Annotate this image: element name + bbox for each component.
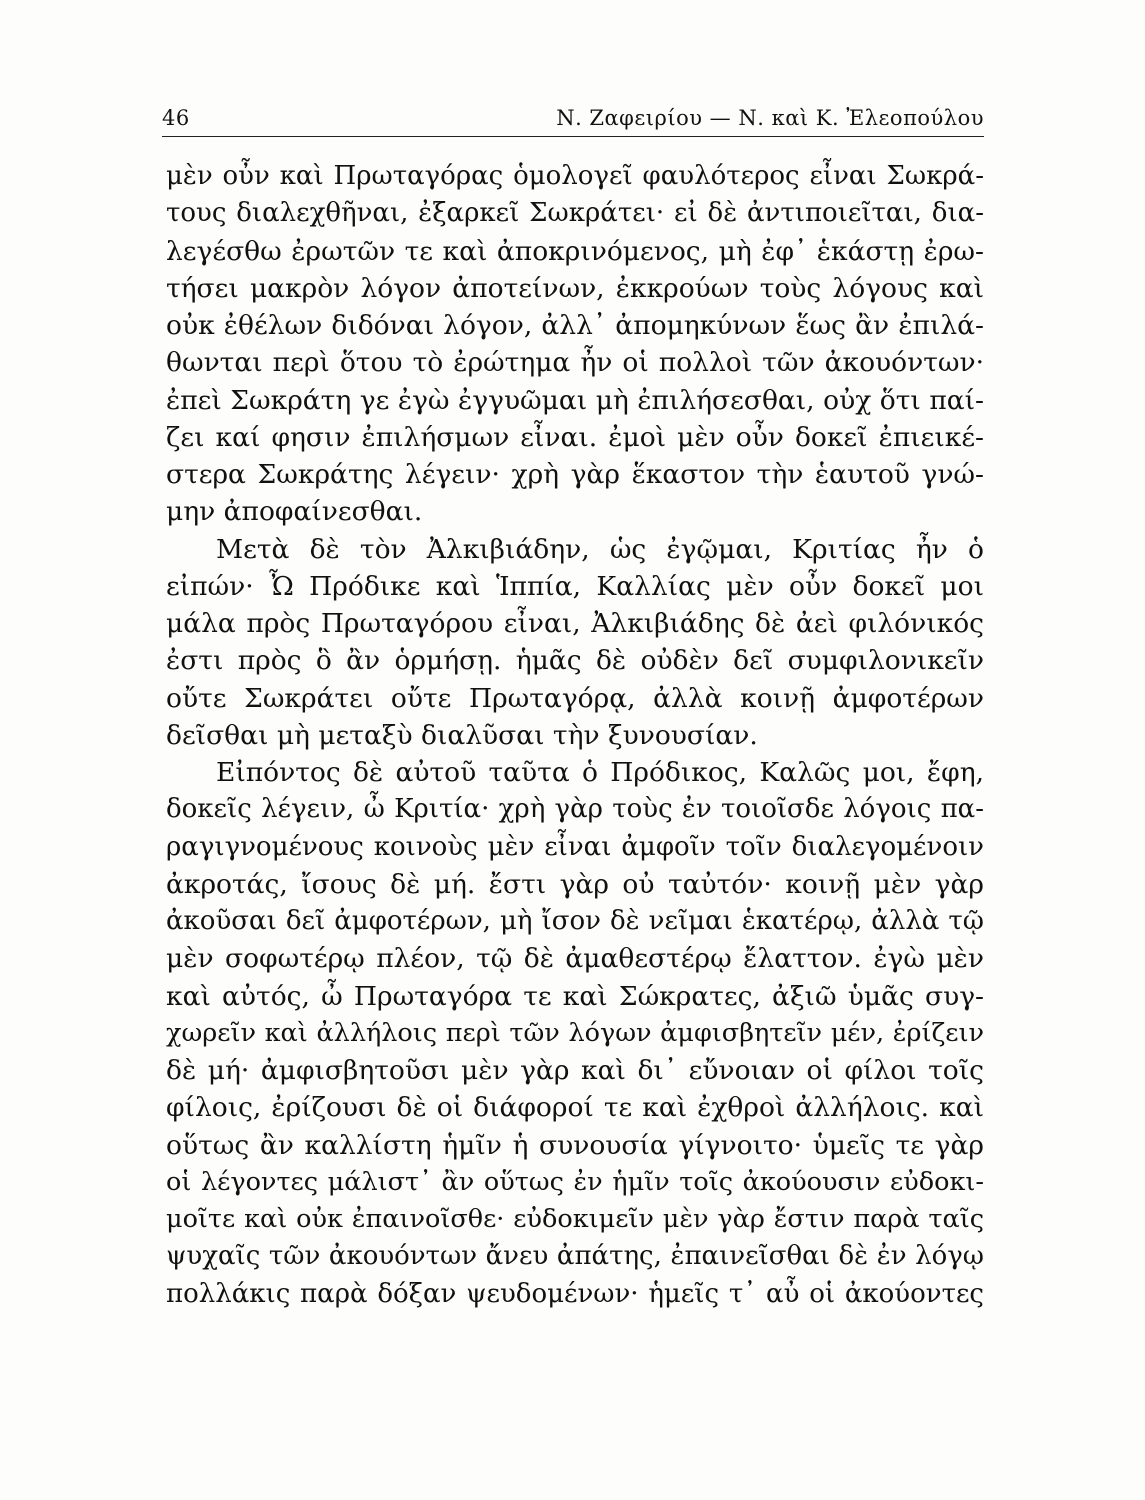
text-line: χωρεῖν καὶ ἀλλήλοις περὶ τῶν λόγων ἀμφισβητεῖν μέν, ἐρίζειν — [166, 1017, 984, 1048]
text-line: λεγέσθω ἐρωτῶν τε καὶ ἀποκρινόμενος, μὴ ἐφ᾽ ἑκάστῃ ἐρω- — [166, 235, 984, 267]
text-line: μάλα πρὸς Πρωταγόρου εἶναι, Ἀλκιβιάδης δὲ ἀεὶ φιλόνικός — [166, 608, 984, 639]
text-line: ζει καί φησιν ἐπιλήσμων εἶναι. ἐμοὶ μὲν οὖν δοκεῖ ἐπιεικέ- — [166, 421, 984, 453]
text-line: ἐστι πρὸς ὃ ἂν ὁρμήσῃ. ἡμᾶς δὲ οὐδὲν δεῖ συμφιλονικεῖν — [166, 645, 984, 677]
running-title: Ν. Ζαφειρίου — Ν. καὶ Κ. Ἐλεοπούλου — [556, 106, 984, 130]
text-line: οὕτως ἂν καλλίστη ἡμῖν ἡ συνουσία γίγνοιτο· ὑμεῖς τε γὰρ — [166, 1129, 984, 1161]
paragraph-end-line: μην ἀποφαίνεσθαι. — [166, 496, 423, 528]
text-line: καὶ αὐτός, ὦ Πρωταγόρα τε καὶ Σώκρατες, ἀξιῶ ὑμᾶς συγ- — [166, 980, 984, 1012]
page-number: 46 — [162, 106, 190, 130]
text-line: δοκεῖς λέγειν, ὦ Κριτία· χρὴ γὰρ τοὺς ἐν τοιοῖσδε λόγοις πα- — [166, 794, 984, 825]
paragraph-start-line: Εἰπόντος δὲ αὐτοῦ ταῦτα ὁ Πρόδικος, Καλῶς μοι, ἔφη, — [216, 757, 984, 788]
text-line: μὲν οὖν καὶ Πρωταγόρας ὁμολογεῖ φαυλότερος εἶναι Σωκρά- — [166, 161, 984, 191]
text-line: τους διαλεχθῆναι, ἐξαρκεῖ Σωκράτει· εἰ δὲ ἀντιποιεῖται, δια- — [166, 198, 984, 229]
text-line: δὲ μή· ἀμφισβητοῦσι μὲν γὰρ καὶ δι᾽ εὔνοιαν οἱ φίλοι τοῖς — [166, 1055, 984, 1086]
paragraph-end-line: δεῖσθαι μὴ μεταξὺ διαλῦσαι τὴν ξυνουσίαν. — [166, 719, 758, 751]
text-line: θωνται περὶ ὅτου τὸ ἐρώτημα ἦν οἱ πολλοὶ τῶν ἀκουόντων· — [166, 347, 984, 379]
text-line: ἀκοῦσαι δεῖ ἀμφοτέρων, μὴ ἴσον δὲ νεῖμαι ἑκατέρῳ, ἀλλὰ τῷ — [166, 906, 984, 936]
text-line: τήσει μακρὸν λόγον ἀποτείνων, ἐκκρούων τοὺς λόγους καὶ — [166, 272, 984, 304]
text-line: φίλοις, ἐρίζουσι δὲ οἱ διάφοροί τε καὶ ἐχθροὶ ἀλλήλοις. καὶ — [166, 1092, 984, 1124]
text-line: μὲν σοφωτέρῳ πλέον, τῷ δὲ ἀμαθεστέρῳ ἔλαττον. ἐγὼ μὲν — [166, 943, 984, 975]
text-line: στερα Σωκράτης λέγειν· χρὴ γὰρ ἕκαστον τὴν ἑαυτοῦ γνώ- — [166, 459, 984, 490]
text-line: ἐπεὶ Σωκράτη γε ἐγὼ ἐγγυῶμαι μὴ ἐπιλήσεσθαι, οὐχ ὅτι παί- — [166, 384, 984, 416]
text-line: οὔτε Σωκράτει οὔτε Πρωταγόρᾳ, ἀλλὰ κοινῇ ἀμφοτέρων — [166, 682, 984, 714]
text-line: οὐκ ἐθέλων διδόναι λόγον, ἀλλ᾽ ἀπομηκύνων ἕως ἂν ἐπιλά- — [166, 310, 984, 341]
text-line: οἱ λέγοντες μάλιστ᾽ ἂν οὕτως ἐν ἡμῖν τοῖς ἀκούουσιν εὐδοκι- — [166, 1166, 984, 1197]
text-line: εἰπών· Ὦ Πρόδικε καὶ Ἱππία, Καλλίας μὲν οὖν δοκεῖ μοι — [166, 570, 984, 602]
paragraph-start-line: Μετὰ δὲ τὸν Ἀλκιβιάδην, ὡς ἐγῷμαι, Κριτίας ἦν ὁ — [216, 533, 984, 565]
body-text — [166, 158, 984, 1313]
text-line: πολλάκις παρὰ δόξαν ψευδομένων· ἡμεῖς τ᾽ αὖ οἱ ἀκούοντες — [166, 1278, 984, 1309]
text-line: ραγιγνομένους κοινοὺς μὲν εἶναι ἀμφοῖν τοῖν διαλεγομένοιν — [166, 831, 984, 862]
text-line: μοῖτε καὶ οὐκ ἐπαινοῖσθε· εὐδοκιμεῖν μὲν γὰρ ἔστιν παρὰ ταῖς — [166, 1204, 984, 1234]
running-head — [162, 96, 984, 137]
text-line: ἀκροτάς, ἴσους δὲ μή. ἔστι γὰρ οὐ ταὐτόν· κοινῇ μὲν γὰρ — [166, 868, 984, 900]
text-line: ψυχαῖς τῶν ἀκουόντων ἄνευ ἀπάτης, ἐπαινεῖσθαι δὲ ἐν λόγῳ — [166, 1241, 984, 1272]
